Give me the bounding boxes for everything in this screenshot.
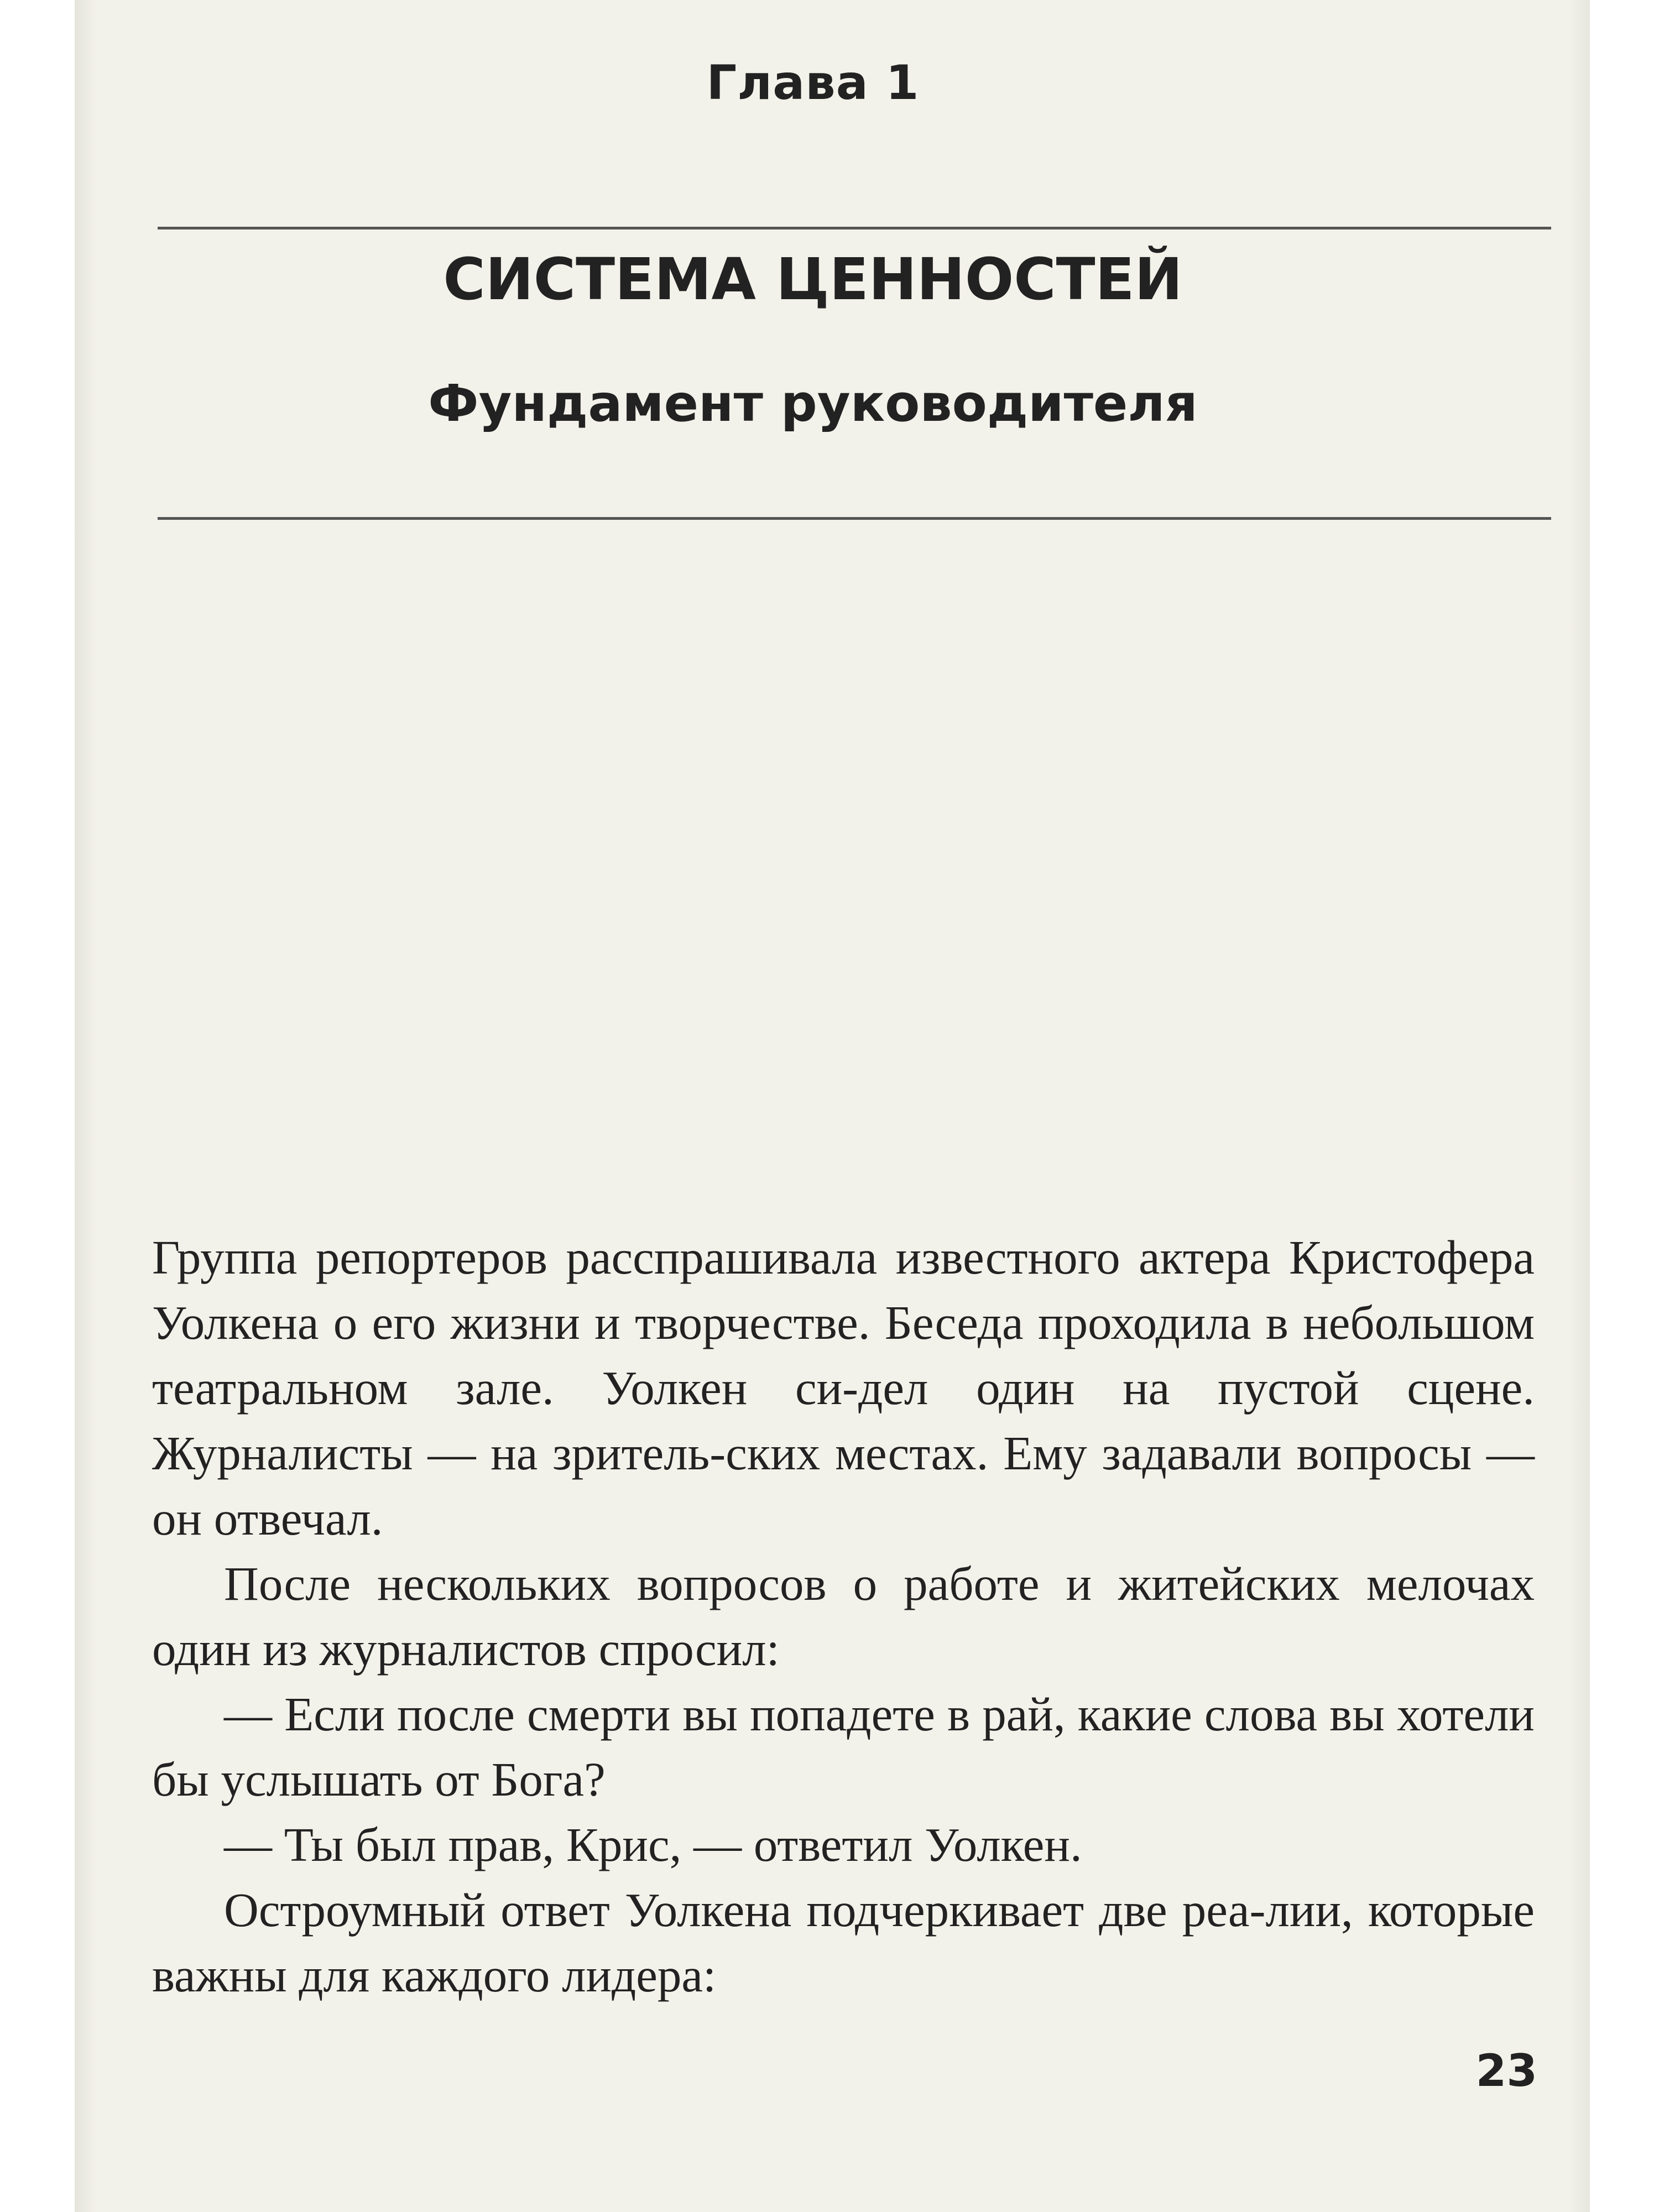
- dialogue-line: — Ты был прав, Крис, — ответил Уолкен.: [224, 1818, 1082, 1871]
- chapter-subtitle: Фундамент руководителя: [428, 374, 1198, 433]
- header-rule-top: [158, 227, 1551, 229]
- chapter-title: СИСТЕМА ЦЕННОСТЕЙ: [443, 246, 1183, 313]
- dialogue-line: — Если после смерти вы попадете в рай, какие слова вы хотели бы услышать от Бога?: [152, 1687, 1535, 1806]
- paragraph: Остроумный ответ Уолкена подчеркивает две реа-лии, которые важны для каждого лидера:: [152, 1883, 1535, 2002]
- paragraph: Группа репортеров расспрашивала известного актера Кристофера Уолкена о его жизни и творчестве. Беседа проходила в небольшом театральном зале. Уолкен си-дел один на пустой сцене. Журналисты — на зритель-ских местах. Ему задавали вопросы — он отвечал.: [152, 1230, 1535, 1545]
- header-rule-bottom: [158, 517, 1551, 520]
- page-edge-shadow-right: [1568, 0, 1590, 2212]
- body-text: [152, 1225, 1535, 2008]
- chapter-label: Глава 1: [706, 55, 920, 111]
- page-edge-shadow-left: [75, 0, 97, 2212]
- page-number: 23: [1475, 2045, 1537, 2096]
- paragraph: После нескольких вопросов о работе и житейских мелочах один из журналистов спросил:: [152, 1557, 1535, 1676]
